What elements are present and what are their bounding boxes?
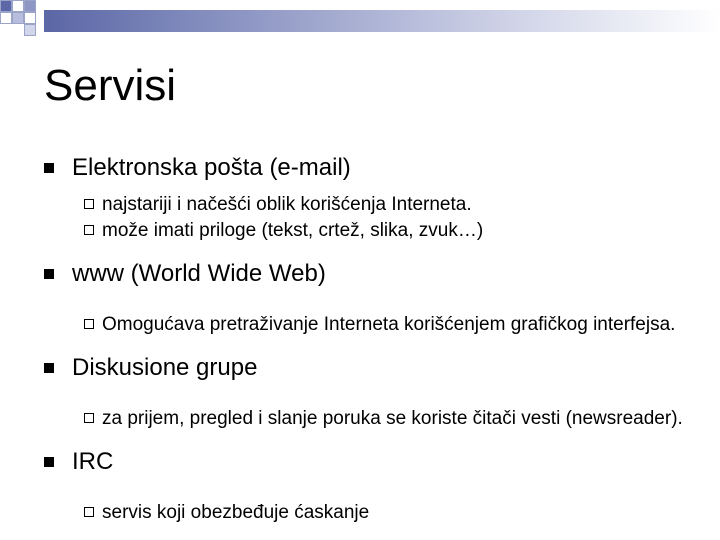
square-bullet-icon xyxy=(44,363,54,373)
bullet-item-email xyxy=(44,152,684,184)
hollow-square-bullet-icon xyxy=(84,199,94,209)
sub-bullet-item xyxy=(44,312,684,338)
sub-bullet-item xyxy=(44,500,684,526)
deco-square xyxy=(24,24,36,36)
slide-title: Servisi xyxy=(44,61,177,110)
sub-bullet-text: najstariji i načešći oblik korišćenja Interneta. xyxy=(102,194,472,215)
bullet-label: Diskusione grupe xyxy=(72,354,258,381)
sub-bullet-text: servis koji obezbeđuje ćaskanje xyxy=(102,502,370,523)
bullet-item-www xyxy=(44,258,684,290)
sub-bullet-text: za prijem, pregled i slanje poruka se koriste čitači vesti (newsreader). xyxy=(102,408,683,429)
deco-square xyxy=(12,12,24,24)
hollow-square-bullet-icon xyxy=(84,225,94,235)
bullet-label: www (World Wide Web) xyxy=(72,260,326,287)
square-bullet-icon xyxy=(44,269,54,279)
sub-bullet-text: Omogućava pretraživanje Interneta korišćenjem grafičkog interfejsa. xyxy=(102,314,676,335)
deco-square xyxy=(0,12,12,24)
hollow-square-bullet-icon xyxy=(84,507,94,517)
deco-square xyxy=(24,12,36,24)
sub-bullet-item xyxy=(44,218,684,244)
square-bullet-icon xyxy=(44,457,54,467)
deco-square xyxy=(12,0,24,12)
sub-bullet-item xyxy=(44,192,684,218)
decorative-top-bar xyxy=(44,10,720,32)
bullet-label: Elektronska pošta (e-mail) xyxy=(72,154,351,181)
deco-square xyxy=(24,0,36,12)
sub-bullet-text: može imati priloge (tekst, crtež, slika, zvuk…) xyxy=(102,220,484,241)
bullet-label: IRC xyxy=(72,448,114,475)
bullet-item-discussion-groups xyxy=(44,352,684,384)
hollow-square-bullet-icon xyxy=(84,413,94,423)
bullet-item-irc xyxy=(44,446,684,478)
hollow-square-bullet-icon xyxy=(84,319,94,329)
square-bullet-icon xyxy=(44,163,54,173)
deco-square xyxy=(0,0,12,12)
sub-bullet-item xyxy=(44,406,684,432)
slide-content xyxy=(44,152,684,526)
